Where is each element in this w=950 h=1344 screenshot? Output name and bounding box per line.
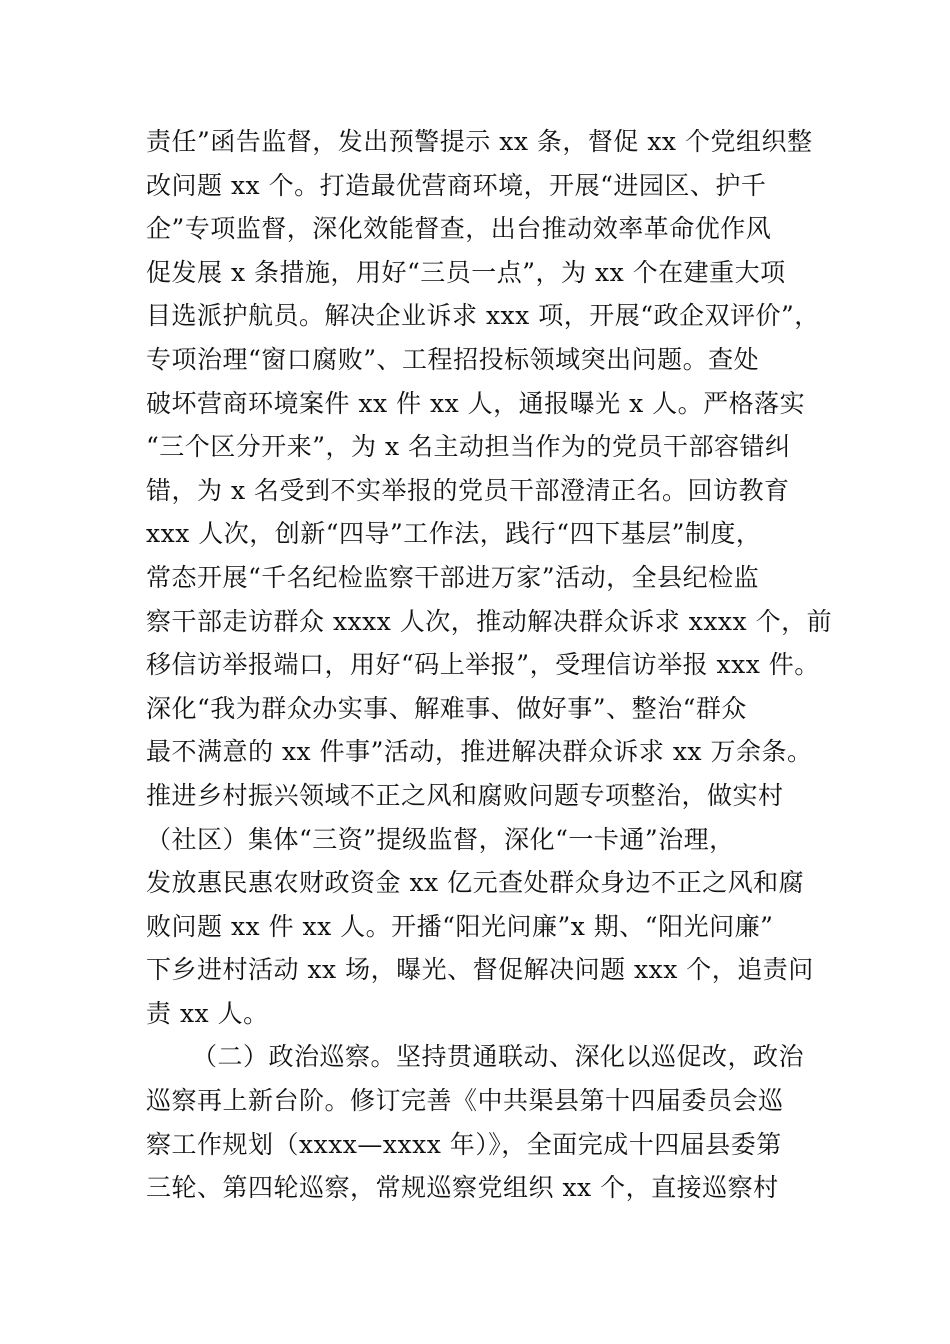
- text-line: 常态开展“千名纪检监察干部进万家”活动，全县纪检监: [146, 562, 760, 592]
- text-line: 下乡进村活动 xx 场，曝光、督促解决问题 xxx 个，追责问: [146, 955, 814, 985]
- text-line: 推进乡村振兴领域不正之风和腐败问题专项整治，做实村: [146, 780, 784, 810]
- text-line: 深化“我为群众办实事、解难事、做好事”、整治“群众: [146, 693, 747, 723]
- text-line: 错，为 x 名受到不实举报的党员干部澄清正名。回访教育: [146, 475, 790, 505]
- text-line: 企”专项监督，深化效能督查，出台推动效率革命优作风: [146, 214, 772, 244]
- text-line: 三轮、第四轮巡察，常规巡察党组织 xx 个，直接巡察村: [146, 1173, 779, 1203]
- text-line: “三个区分开来”，为 x 名主动担当作为的党员干部容错纠: [146, 432, 791, 462]
- text-line: 察工作规划（xxxx—xxxx 年）》，全面完成十四届县委第: [146, 1129, 782, 1159]
- text-line: xxx 人次，创新“四导”工作法，践行“四下基层”制度，: [146, 519, 762, 549]
- text-line: 促发展 x 条措施，用好“三员一点”，为 xx 个在建重大项: [146, 257, 786, 287]
- text-line: 移信访举报端口，用好“码上举报”，受理信访举报 xxx 件。: [146, 650, 820, 680]
- text-line: 专项治理“窗口腐败”、工程招投标领域突出问题。查处: [146, 344, 760, 374]
- text-line: 目选派护航员。解决企业诉求 xxx 项，开展“政企双评价”，: [146, 301, 820, 331]
- section-heading-line: （二）政治巡察。坚持贯通联动、深化以巡促改，政治: [192, 1042, 805, 1072]
- body-text: [146, 120, 833, 1210]
- text-line: （社区）集体“三资”提级监督，深化“一卡通”治理，: [146, 824, 735, 854]
- text-line: 巡察再上新台阶。修订完善《中共渠县第十四届委员会巡: [146, 1086, 784, 1116]
- text-line: 察干部走访群众 xxxx 人次，推动解决群众诉求 xxxx 个，前: [146, 606, 833, 636]
- text-line: 发放惠民惠农财政资金 xx 亿元查处群众身边不正之风和腐: [146, 868, 805, 898]
- text-line: 责任”函告监督，发出预警提示 xx 条，督促 xx 个党组织整: [146, 127, 813, 156]
- text-line: 败问题 xx 件 xx 人。开播“阳光问廉”x 期、“阳光问廉”: [146, 911, 774, 941]
- text-line: 破坏营商环境案件 xx 件 xx 人，通报曝光 x 人。严格落实: [146, 388, 806, 418]
- text-line: 改问题 xx 个。打造最优营商环境，开展“进园区、护千: [146, 170, 767, 200]
- text-line: 责 xx 人。: [146, 998, 269, 1028]
- text-line: 最不满意的 xx 件事”活动，推进解决群众诉求 xx 万余条。: [146, 737, 813, 767]
